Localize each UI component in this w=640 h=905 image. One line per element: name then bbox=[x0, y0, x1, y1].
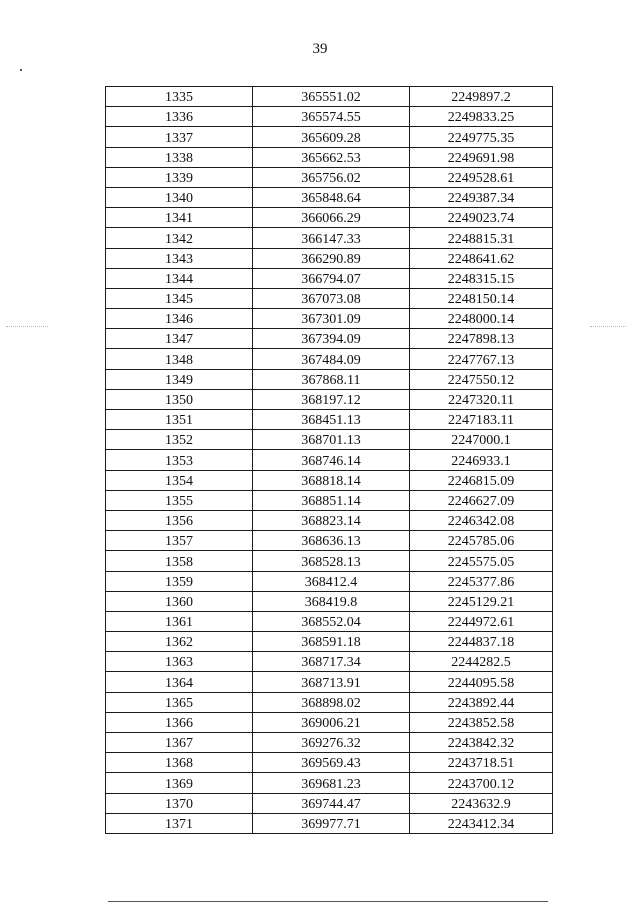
table-row bbox=[106, 228, 553, 248]
point-number-cell: 1360 bbox=[106, 591, 253, 611]
table-row bbox=[106, 187, 553, 207]
point-number-cell: 1365 bbox=[106, 692, 253, 712]
table-row bbox=[106, 551, 553, 571]
y-coordinate-cell: 2243842.32 bbox=[410, 733, 553, 753]
x-coordinate-cell: 369977.71 bbox=[253, 813, 410, 833]
table-row bbox=[106, 208, 553, 228]
x-coordinate-cell: 365662.53 bbox=[253, 147, 410, 167]
x-coordinate-cell: 367394.09 bbox=[253, 329, 410, 349]
y-coordinate-cell: 2245575.05 bbox=[410, 551, 553, 571]
x-coordinate-cell: 368412.4 bbox=[253, 571, 410, 591]
y-coordinate-cell: 2249023.74 bbox=[410, 208, 553, 228]
table-row bbox=[106, 531, 553, 551]
scan-dotted-mark-left bbox=[6, 326, 48, 328]
y-coordinate-cell: 2247000.1 bbox=[410, 430, 553, 450]
x-coordinate-cell: 368552.04 bbox=[253, 611, 410, 631]
y-coordinate-cell: 2247320.11 bbox=[410, 389, 553, 409]
point-number-cell: 1340 bbox=[106, 187, 253, 207]
table-row bbox=[106, 410, 553, 430]
point-number-cell: 1343 bbox=[106, 248, 253, 268]
y-coordinate-cell: 2246815.09 bbox=[410, 470, 553, 490]
y-coordinate-cell: 2243632.9 bbox=[410, 793, 553, 813]
point-number-cell: 1366 bbox=[106, 712, 253, 732]
table-row bbox=[106, 329, 553, 349]
x-coordinate-cell: 365848.64 bbox=[253, 187, 410, 207]
table-row bbox=[106, 632, 553, 652]
y-coordinate-cell: 2249833.25 bbox=[410, 107, 553, 127]
y-coordinate-cell: 2247767.13 bbox=[410, 349, 553, 369]
x-coordinate-cell: 368746.14 bbox=[253, 450, 410, 470]
y-coordinate-cell: 2246342.08 bbox=[410, 510, 553, 530]
x-coordinate-cell: 368591.18 bbox=[253, 632, 410, 652]
table-row bbox=[106, 470, 553, 490]
y-coordinate-cell: 2247183.11 bbox=[410, 410, 553, 430]
x-coordinate-cell: 368818.14 bbox=[253, 470, 410, 490]
y-coordinate-cell: 2248815.31 bbox=[410, 228, 553, 248]
y-coordinate-cell: 2244972.61 bbox=[410, 611, 553, 631]
point-number-cell: 1350 bbox=[106, 389, 253, 409]
table-row bbox=[106, 591, 553, 611]
point-number-cell: 1371 bbox=[106, 813, 253, 833]
point-number-cell: 1367 bbox=[106, 733, 253, 753]
table-row bbox=[106, 793, 553, 813]
y-coordinate-cell: 2246933.1 bbox=[410, 450, 553, 470]
point-number-cell: 1337 bbox=[106, 127, 253, 147]
point-number-cell: 1352 bbox=[106, 430, 253, 450]
point-number-cell: 1353 bbox=[106, 450, 253, 470]
x-coordinate-cell: 365551.02 bbox=[253, 87, 410, 107]
table-row bbox=[106, 813, 553, 833]
y-coordinate-cell: 2245785.06 bbox=[410, 531, 553, 551]
table-row bbox=[106, 309, 553, 329]
table-row bbox=[106, 672, 553, 692]
y-coordinate-cell: 2246627.09 bbox=[410, 490, 553, 510]
point-number-cell: 1356 bbox=[106, 510, 253, 530]
x-coordinate-cell: 369006.21 bbox=[253, 712, 410, 732]
y-coordinate-cell: 2247898.13 bbox=[410, 329, 553, 349]
y-coordinate-cell: 2244282.5 bbox=[410, 652, 553, 672]
x-coordinate-cell: 368197.12 bbox=[253, 389, 410, 409]
x-coordinate-cell: 367073.08 bbox=[253, 288, 410, 308]
table-row bbox=[106, 389, 553, 409]
y-coordinate-cell: 2248150.14 bbox=[410, 288, 553, 308]
x-coordinate-cell: 368717.34 bbox=[253, 652, 410, 672]
x-coordinate-cell: 368451.13 bbox=[253, 410, 410, 430]
point-number-cell: 1348 bbox=[106, 349, 253, 369]
point-number-cell: 1370 bbox=[106, 793, 253, 813]
table-row bbox=[106, 248, 553, 268]
y-coordinate-cell: 2245129.21 bbox=[410, 591, 553, 611]
point-number-cell: 1354 bbox=[106, 470, 253, 490]
y-coordinate-cell: 2248315.15 bbox=[410, 268, 553, 288]
x-coordinate-cell: 367868.11 bbox=[253, 369, 410, 389]
point-number-cell: 1346 bbox=[106, 309, 253, 329]
point-number-cell: 1355 bbox=[106, 490, 253, 510]
y-coordinate-cell: 2248641.62 bbox=[410, 248, 553, 268]
point-number-cell: 1345 bbox=[106, 288, 253, 308]
y-coordinate-cell: 2244095.58 bbox=[410, 672, 553, 692]
table-row bbox=[106, 652, 553, 672]
x-coordinate-cell: 368419.8 bbox=[253, 591, 410, 611]
point-number-cell: 1359 bbox=[106, 571, 253, 591]
x-coordinate-cell: 367484.09 bbox=[253, 349, 410, 369]
y-coordinate-cell: 2249775.35 bbox=[410, 127, 553, 147]
table-row bbox=[106, 268, 553, 288]
point-number-cell: 1361 bbox=[106, 611, 253, 631]
x-coordinate-cell: 366794.07 bbox=[253, 268, 410, 288]
point-number-cell: 1338 bbox=[106, 147, 253, 167]
table-row bbox=[106, 490, 553, 510]
x-coordinate-cell: 368713.91 bbox=[253, 672, 410, 692]
y-coordinate-cell: 2249691.98 bbox=[410, 147, 553, 167]
table-row bbox=[106, 349, 553, 369]
x-coordinate-cell: 368823.14 bbox=[253, 510, 410, 530]
point-number-cell: 1344 bbox=[106, 268, 253, 288]
point-number-cell: 1336 bbox=[106, 107, 253, 127]
point-number-cell: 1347 bbox=[106, 329, 253, 349]
table-row bbox=[106, 571, 553, 591]
table-row bbox=[106, 167, 553, 187]
y-coordinate-cell: 2249897.2 bbox=[410, 87, 553, 107]
x-coordinate-cell: 368636.13 bbox=[253, 531, 410, 551]
scan-speck bbox=[20, 69, 22, 71]
point-number-cell: 1351 bbox=[106, 410, 253, 430]
x-coordinate-cell: 365574.55 bbox=[253, 107, 410, 127]
table-row bbox=[106, 510, 553, 530]
y-coordinate-cell: 2243700.12 bbox=[410, 773, 553, 793]
table-row bbox=[106, 369, 553, 389]
point-number-cell: 1349 bbox=[106, 369, 253, 389]
table-row bbox=[106, 127, 553, 147]
table-row bbox=[106, 753, 553, 773]
coordinate-table-container bbox=[105, 86, 552, 834]
table-row bbox=[106, 773, 553, 793]
x-coordinate-cell: 368851.14 bbox=[253, 490, 410, 510]
table-row bbox=[106, 430, 553, 450]
point-number-cell: 1341 bbox=[106, 208, 253, 228]
y-coordinate-cell: 2243852.58 bbox=[410, 712, 553, 732]
x-coordinate-cell: 368898.02 bbox=[253, 692, 410, 712]
table-row bbox=[106, 288, 553, 308]
x-coordinate-cell: 368528.13 bbox=[253, 551, 410, 571]
x-coordinate-cell: 367301.09 bbox=[253, 309, 410, 329]
y-coordinate-cell: 2243892.44 bbox=[410, 692, 553, 712]
table-row bbox=[106, 107, 553, 127]
table-row bbox=[106, 692, 553, 712]
point-number-cell: 1368 bbox=[106, 753, 253, 773]
y-coordinate-cell: 2248000.14 bbox=[410, 309, 553, 329]
point-number-cell: 1369 bbox=[106, 773, 253, 793]
table-row bbox=[106, 87, 553, 107]
y-coordinate-cell: 2249528.61 bbox=[410, 167, 553, 187]
scan-dotted-mark-right bbox=[590, 326, 626, 328]
table-row bbox=[106, 450, 553, 470]
coordinate-table bbox=[105, 86, 553, 834]
x-coordinate-cell: 369276.32 bbox=[253, 733, 410, 753]
point-number-cell: 1342 bbox=[106, 228, 253, 248]
x-coordinate-cell: 369569.43 bbox=[253, 753, 410, 773]
y-coordinate-cell: 2244837.18 bbox=[410, 632, 553, 652]
point-number-cell: 1339 bbox=[106, 167, 253, 187]
point-number-cell: 1335 bbox=[106, 87, 253, 107]
x-coordinate-cell: 366066.29 bbox=[253, 208, 410, 228]
point-number-cell: 1357 bbox=[106, 531, 253, 551]
page-number: 39 bbox=[312, 41, 328, 57]
table-row bbox=[106, 611, 553, 631]
x-coordinate-cell: 368701.13 bbox=[253, 430, 410, 450]
x-coordinate-cell: 365756.02 bbox=[253, 167, 410, 187]
point-number-cell: 1358 bbox=[106, 551, 253, 571]
x-coordinate-cell: 369681.23 bbox=[253, 773, 410, 793]
x-coordinate-cell: 366290.89 bbox=[253, 248, 410, 268]
y-coordinate-cell: 2249387.34 bbox=[410, 187, 553, 207]
point-number-cell: 1363 bbox=[106, 652, 253, 672]
coordinate-table-body bbox=[106, 87, 553, 834]
table-row bbox=[106, 733, 553, 753]
x-coordinate-cell: 365609.28 bbox=[253, 127, 410, 147]
table-row bbox=[106, 147, 553, 167]
point-number-cell: 1362 bbox=[106, 632, 253, 652]
x-coordinate-cell: 366147.33 bbox=[253, 228, 410, 248]
y-coordinate-cell: 2247550.12 bbox=[410, 369, 553, 389]
page-bottom-edge bbox=[108, 901, 548, 903]
point-number-cell: 1364 bbox=[106, 672, 253, 692]
y-coordinate-cell: 2243718.51 bbox=[410, 753, 553, 773]
y-coordinate-cell: 2243412.34 bbox=[410, 813, 553, 833]
table-row bbox=[106, 712, 553, 732]
x-coordinate-cell: 369744.47 bbox=[253, 793, 410, 813]
y-coordinate-cell: 2245377.86 bbox=[410, 571, 553, 591]
